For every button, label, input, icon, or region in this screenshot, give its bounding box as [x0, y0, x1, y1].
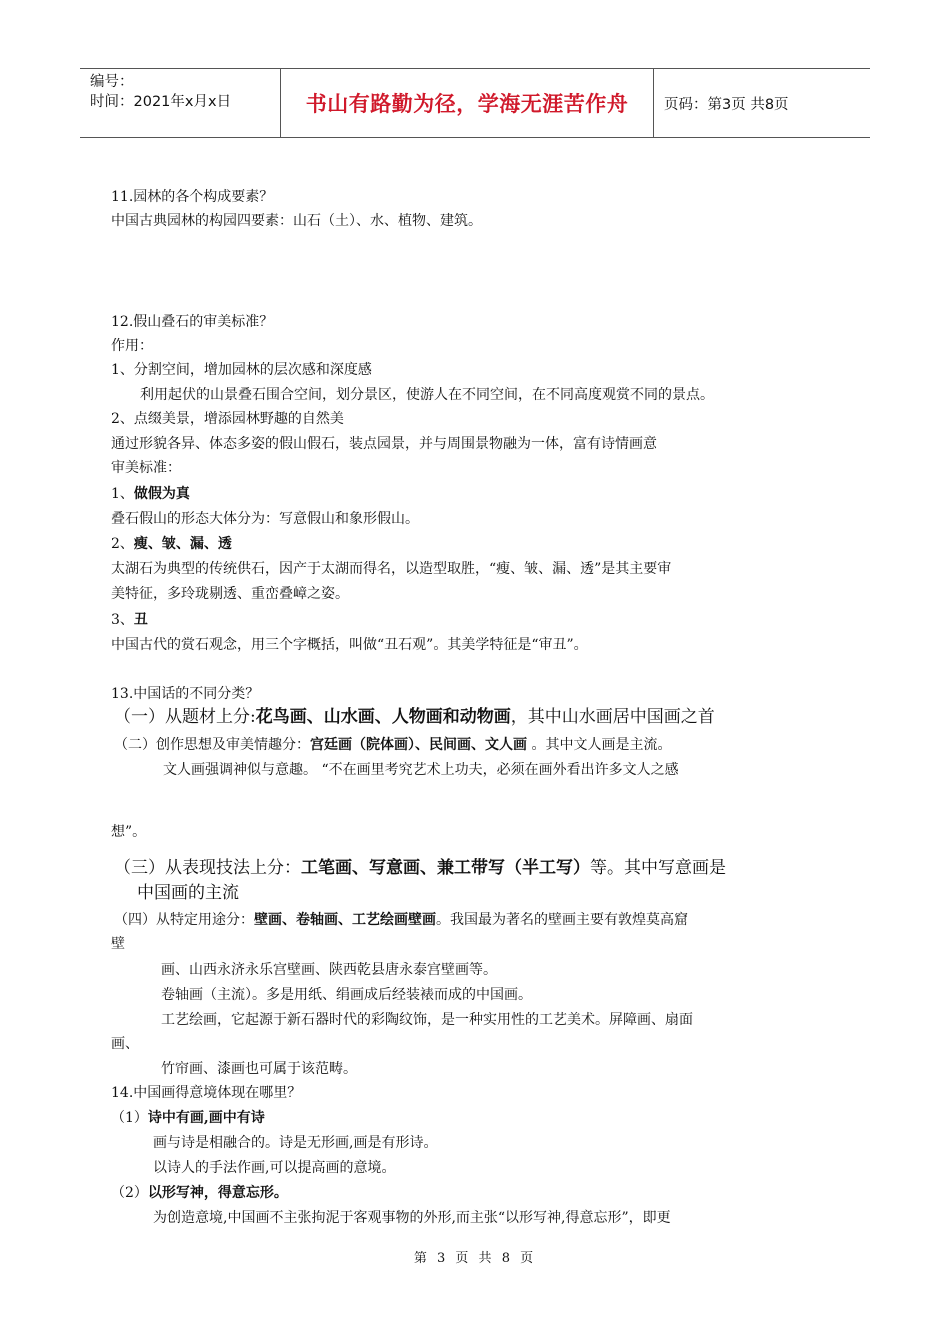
- q12-std-3-num: 3、: [111, 612, 134, 628]
- q14-p1-desc-1: 画与诗是相融合的。诗是无形画,画是有形诗。: [153, 1135, 438, 1151]
- q12-std-3-text: 丑: [133, 612, 148, 628]
- q12-role-2: 2、点缀美景，增添园林野趣的自然美: [111, 411, 344, 427]
- q14-point-1: [111, 1107, 265, 1129]
- q14-p1-num: （1）: [111, 1110, 148, 1126]
- q13-c2-desc-1: 文人画强调神似与意趣。 “不在画里考究艺术上功夫，必须在画外看出许多文人之感: [163, 762, 679, 778]
- q13-c2-prefix: （二）创作思想及审美情趣分：: [114, 737, 310, 753]
- q14-p2-text: 以形写神，得意忘形。: [147, 1185, 288, 1201]
- q12-title: 12.假山叠石的审美标准？: [111, 314, 274, 330]
- page-footer: 第 3 页 共 8 页: [413, 1251, 537, 1266]
- q13-c4-line-2: 画、山西永济永乐宫壁画、陕西乾县唐永泰宫壁画等。: [161, 962, 497, 978]
- q13-category-3: [114, 857, 726, 879]
- header-page-cell: [654, 69, 870, 137]
- q12-std-2-desc-1: 太湖石为典型的传统供石，因产于太湖而得名，以造型取胜，“瘦、皱、漏、透”是其主要审: [111, 561, 672, 577]
- q13-c4-wrap: 壁: [111, 936, 125, 952]
- q12-role: 作用：: [111, 338, 153, 354]
- q13-c4-line-4-wrap: 画、: [111, 1036, 139, 1052]
- q13-c1-bold: 花鸟画、山水画、人物画和动物画: [255, 707, 511, 727]
- motto: 书山有路勤为径，学海无涯苦作舟: [305, 92, 629, 116]
- q12-std-1-num: 1、: [111, 486, 134, 502]
- q14-p2-desc-1: 为创造意境,中国画不主张拘泥于客观事物的外形,而主张“以形写神,得意忘形”，即更: [153, 1210, 671, 1226]
- q13-c4-line-3: 卷轴画（主流）。多是用纸、绢画成后经装裱而成的中国画。: [161, 987, 532, 1003]
- code-label: 编号：: [90, 74, 134, 90]
- q14-point-2: [111, 1182, 288, 1204]
- page-label: 页码：第3页 共8页: [664, 96, 789, 113]
- q12-std-1-text: 做假为真: [133, 486, 190, 502]
- q13-c4-bold: 壁画、卷轴画、工艺绘画壁画: [254, 912, 436, 928]
- header-meta: [80, 69, 281, 137]
- q13-c3-line-2: 中国画的主流: [137, 883, 239, 903]
- q12-role-1: 1、分割空间，增加园林的层次感和深度感: [111, 362, 372, 378]
- q12-std-2: [111, 533, 232, 555]
- q13-c4-prefix: （四）从特定用途分：: [114, 912, 254, 928]
- q12-std-3-desc: 中国古代的赏石观念，用三个字概括，叫做“丑石观”。其美学特征是“审丑”。: [111, 637, 588, 653]
- q13-title: 13.中国话的不同分类？: [111, 686, 260, 702]
- q13-c2-suffix: 。其中文人画是主流。: [527, 737, 672, 753]
- q13-category-1: [114, 706, 715, 728]
- q13-c1-suffix: ，其中山水画居中国画之首: [510, 707, 715, 727]
- q12-std-3: [111, 609, 148, 631]
- q13-c3-bold: 工笔画、写意画、兼工带写（半工写）: [301, 858, 590, 878]
- q13-c4-suffix: 。我国最为著名的壁画主要有敦煌莫高窟: [436, 912, 688, 928]
- q14-title: 14.中国画得意境体现在哪里？: [111, 1085, 302, 1101]
- time-label: 时间：2021年x月x日: [90, 94, 232, 110]
- q11-answer: 中国古典园林的构园四要素：山石（土）、水、植物、建筑。: [111, 213, 482, 229]
- q12-std-2-desc-2: 美特征，多玲珑剔透、重峦叠嶂之姿。: [111, 586, 349, 602]
- q12-std-2-text: 瘦、皱、漏、透: [133, 536, 232, 552]
- q11-title: 11.园林的各个构成要素？: [111, 189, 274, 205]
- page-header: [80, 68, 870, 138]
- q13-c2-bold: 宫廷画（院体画）、民间画、文人画: [310, 737, 527, 753]
- q12-role-2-desc: 通过形貌各异、体态多姿的假山假石，装点园景，并与周围景物融为一体，富有诗情画意: [111, 436, 657, 452]
- q12-std-2-num: 2、: [111, 536, 134, 552]
- q13-c1-prefix: （一）从题材上分:: [114, 707, 256, 727]
- q12-std-1-desc: 叠石假山的形态大体分为：写意假山和象形假山。: [111, 511, 419, 527]
- q13-c2-desc-2: 想”。: [111, 824, 147, 840]
- q14-p1-text: 诗中有画,画中有诗: [147, 1110, 265, 1126]
- q12-standard: 审美标准：: [111, 460, 181, 476]
- q14-p2-num: （2）: [111, 1185, 148, 1201]
- q13-category-2: [114, 734, 671, 756]
- q13-c3-suffix: 等。其中写意画是: [590, 858, 726, 878]
- header-motto-cell: [281, 69, 654, 137]
- q12-role-1-desc: 利用起伏的山景叠石围合空间，划分景区，使游人在不同空间，在不同高度观赏不同的景点。: [140, 387, 714, 403]
- q13-c3-prefix: （三）从表现技法上分：: [114, 858, 301, 878]
- q14-p1-desc-2: 以诗人的手法作画,可以提高画的意境。: [153, 1160, 396, 1176]
- q13-category-4: [114, 909, 688, 931]
- q12-std-1: [111, 483, 190, 505]
- q13-c4-line-5: 竹帘画、漆画也可属于该范畴。: [161, 1061, 357, 1077]
- q13-c4-line-4: 工艺绘画，它起源于新石器时代的彩陶纹饰，是一种实用性的工艺美术。屏障画、扇面: [161, 1012, 693, 1028]
